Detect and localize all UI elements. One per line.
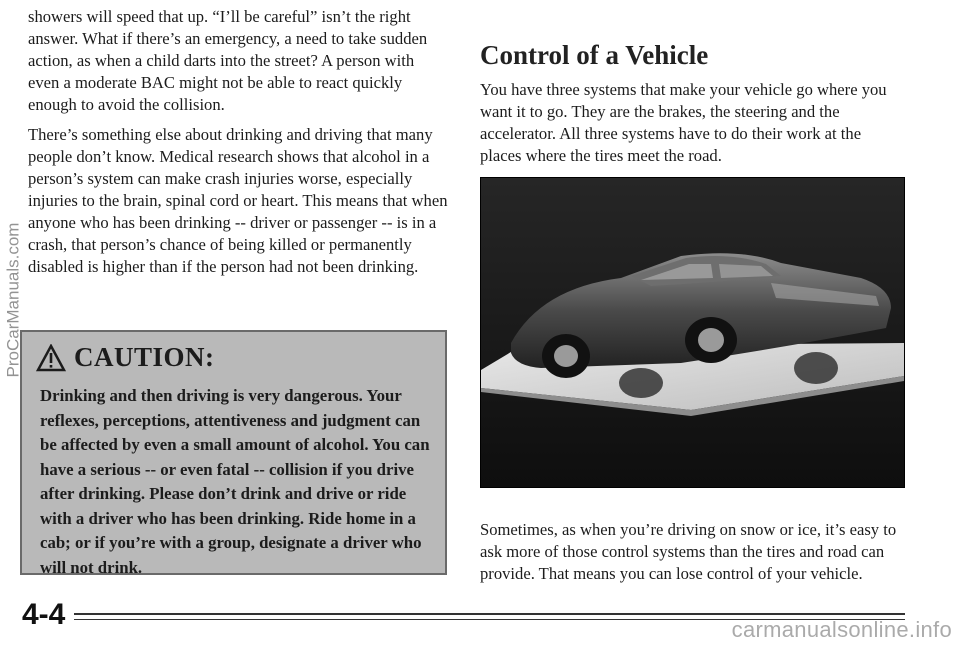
vehicle-photo	[480, 177, 905, 488]
caution-text: Drinking and then driving is very dangerous. Your reflexes, perceptions, attentiveness and judgment can be affected by even a small amount of alcohol. You can have a serious -- or even fatal -- collision if you drive after drinking. Please don’t drink and drive or ride with a driver who has been drinking. Ride home in a cab; or if you’re with a group, designate a driver who will not drink.	[40, 386, 430, 577]
left-column	[28, 6, 448, 286]
warning-triangle-icon	[36, 344, 66, 372]
footer-rule	[74, 613, 905, 615]
watermark-vertical-text: ProCarManuals.com	[3, 222, 23, 378]
right-column	[480, 6, 905, 175]
watermark-vertical	[2, 150, 24, 450]
paragraph-medical-research: There’s something else about drinking and driving that many people don’t know. Medical research shows that alcohol in a person’s system can make crash injuries worse, especially injuries to the brain, spinal cord or heart. This means that when anyone who has been drinking -- driver or passenger -- is in a crash, that person’s chance of being killed or permanently disabled is higher than if the person had not been drinking.	[28, 125, 448, 276]
caution-header	[36, 342, 215, 373]
section-title: Control of a Vehicle	[480, 40, 709, 70]
caution-title: CAUTION:	[74, 342, 215, 372]
paragraph-bac: showers will speed that up. “I’ll be careful” isn’t the right answer. What if there’s an emergency, a need to take sudden action, as when a child darts into the street? A person with even a moderate BAC might not be able to react quickly enough to avoid the collision.	[28, 7, 428, 114]
control-closing: Sometimes, as when you’re driving on snow or ice, it’s easy to ask more of those control systems than the tires and road can provide. That means you can lose control of your vehicle.	[480, 520, 897, 583]
page-number: 4-4	[22, 598, 66, 631]
caution-box	[20, 330, 447, 575]
watermark-bottom: carmanualsonline.info	[731, 617, 952, 642]
right-column-bottom	[480, 519, 905, 593]
control-intro: You have three systems that make your vehicle go where you want it to go. They are the brakes, the steering and the accelerator. All three systems have to do their work at the places where the tires meet the road.	[480, 80, 887, 165]
